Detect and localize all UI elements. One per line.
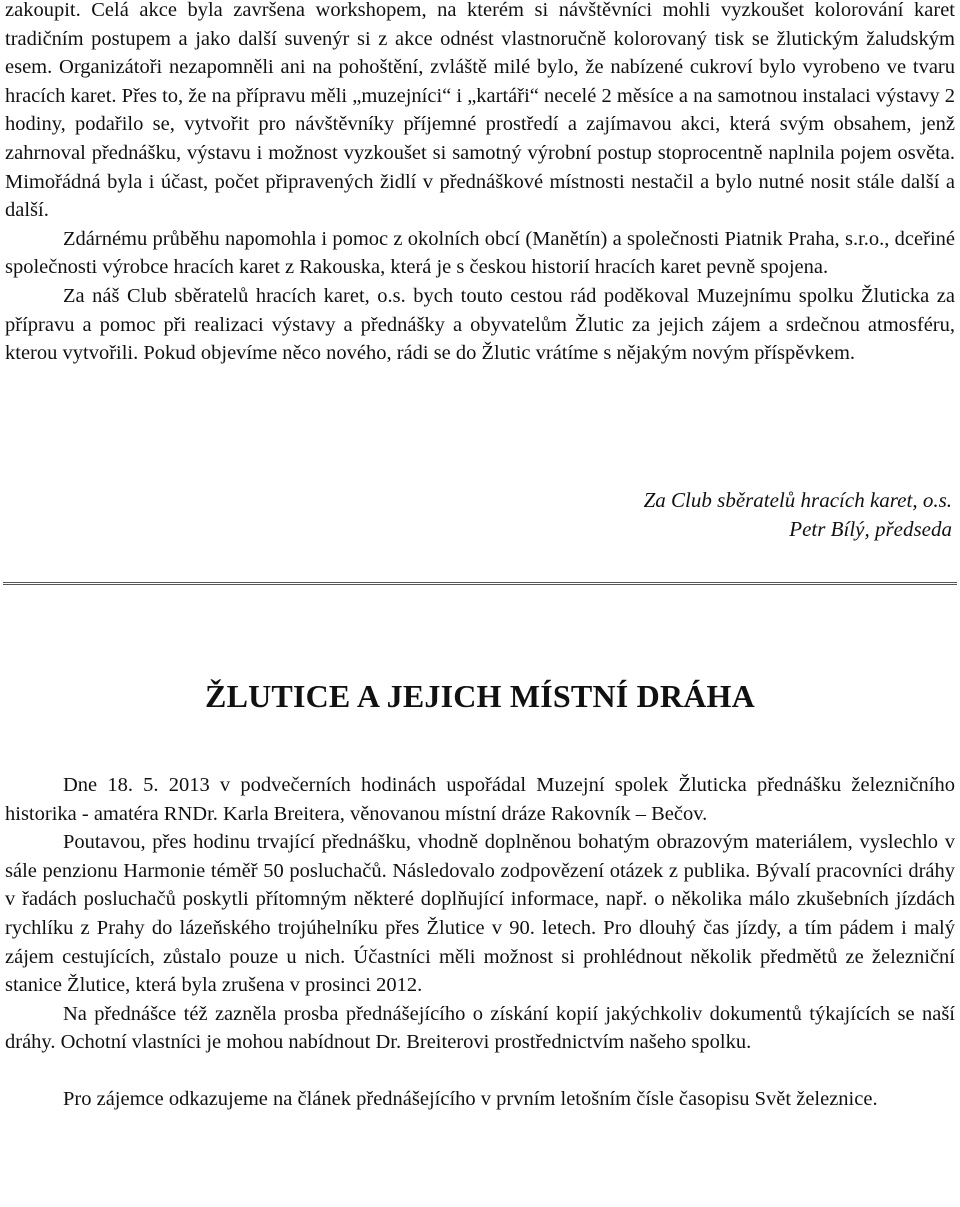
signature-author: Petr Bílý, předseda bbox=[789, 517, 952, 541]
article-paragraph: Na přednášce též zazněla prosba přednášejícího o získání kopií jakýchkoliv dokumentů týkajících se naší dráhy. Ochotní vlastníci je mohou nabídnout Dr. Breiterovi prostřednictvím našeho spolku. bbox=[5, 1002, 955, 1054]
section-divider bbox=[3, 582, 957, 585]
article-paragraph: Zdárnému průběhu napomohla i pomoc z okolních obcí (Manětín) a společnosti Piatnik Praha, s.r.o., dceřiné společnosti výrobce hracích karet z Rakouska, která je s českou historií hracích karet pevně spojena. bbox=[5, 227, 955, 279]
article-paragraph: Dne 18. 5. 2013 v podvečerních hodinách uspořádal Muzejní spolek Žluticka přednášku železničního historika - amatéra RNDr. Karla Breitera, věnovanou místní dráze Rakovník – Bečov. bbox=[5, 774, 955, 825]
article-paragraph: zakoupit. Celá akce byla završena workshopem, na kterém si návštěvníci mohli vyzkoušet kolorování karet tradičním postupem a jako další suvenýr si z akce odnést vlastnoručně kolorovaný tisk se žlutickým žaludským esem. Organizátoři nezapomněli ani na pohoštění, zvláště milé bylo, že nabízené cukroví bylo vyrobeno ve tvaru hracích karet. Přes to, že na přípravu měli „muzejníci“ i „kartáři“ necelé 2 měsíce a na samotnou instalaci výstavy 2 hodiny, podařilo se, vytvořit pro návštěvníky příjemné prostředí a zajímavou akci, která svým obsahem, jenž zahrnoval přednášku, výstavu i možnost vyzkoušet si samotný výrobní postup stoprocentně naplnila pojem osvěta. Mimořádná byla i účast, počet připravených židlí v přednáškové místnosti nestačil a bylo nutné nosit stále další a další. bbox=[5, 0, 956, 222]
article-paragraph: Za náš Club sběratelů hracích karet, o.s. bych touto cestou rád poděkoval Muzejnímu spolku Žluticka za přípravu a pomoc při realizaci výstavy a přednášky a obyvatelům Žlutic za jejich zájem a srdečnou atmosféru, kterou vytvořili. Pokud objevíme něco nového, rádi se do Žlutic vrátíme s nějakým novým příspěvkem. bbox=[5, 284, 955, 365]
signature-organization: Za Club sběratelů hracích karet, o.s. bbox=[643, 488, 952, 512]
article-body bbox=[5, 771, 955, 1114]
article-title: ŽLUTICE A JEJICH MÍSTNÍ DRÁHA bbox=[205, 678, 755, 714]
paragraph-spacer bbox=[5, 1057, 955, 1085]
article-continuation bbox=[5, 0, 955, 368]
article-paragraph: Poutavou, přes hodinu trvající přednášku, vhodně doplněnou bohatým obrazovým materiálem, vyslechlo v sále penzionu Harmonie téměř 50 posluchačů. Následovalo zodpovězení otázek z publika. Bývalí pracovníci dráhy v řadách posluchačů poskytli přítomným některé doplňující informace, např. o několika málo zkušebních jízdách rychlíku z Prahy do lázeňského trojúhelníku přes Žlutice v 90. letech. Pro dlouhý čas jízdy, a tím pádem i malý zájem cestujících, zůstalo pouze u nich. Účastníci měli možnost si prohlédnout několik předmětů ze železniční stanice Žlutice, která byla zrušena v prosinci 2012. bbox=[5, 831, 955, 997]
signature-block bbox=[644, 486, 952, 544]
article-paragraph: Pro zájemce odkazujeme na článek přednášejícího v prvním letošním čísle časopisu Svět železnice. bbox=[63, 1087, 878, 1110]
